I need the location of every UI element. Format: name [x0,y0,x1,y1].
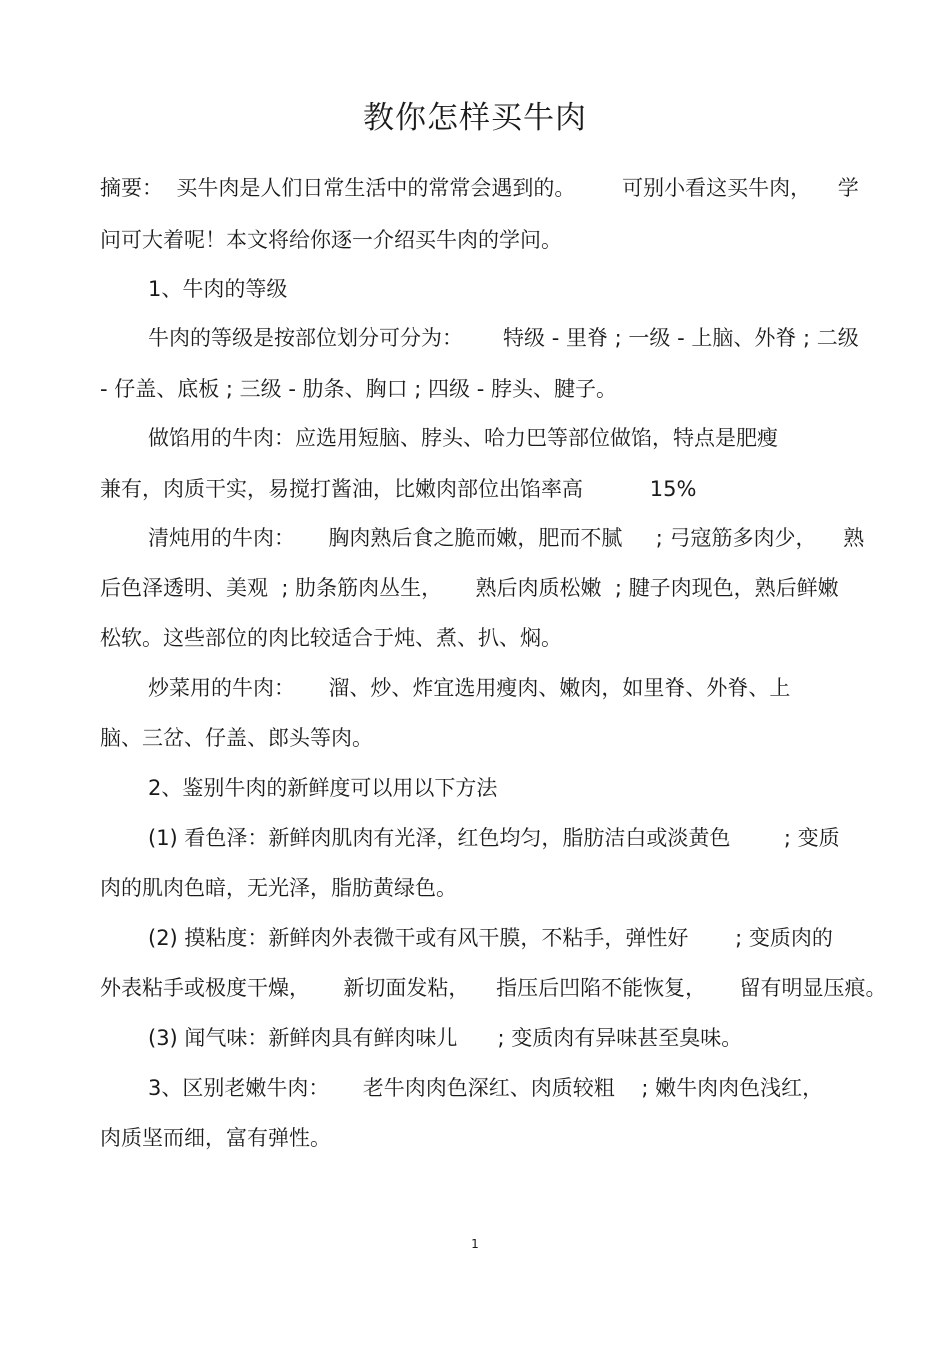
section-heading-freshness: 2、鉴别牛肉的新鲜度可以用以下方法 [148,776,498,800]
paragraph-line: 牛肉的等级是按部位划分可分为： 特级 - 里脊 ; 一级 - 上脑、外脊 ; 二级 [148,326,859,350]
paragraph-line: 清炖用的牛肉： 胸肉熟后食之脆而嫩，肥而不腻 ; 弓寇筋多肉少， 熟 [148,526,865,550]
abstract-line-2: 问可大着呢！本文将给你逐一介绍买牛肉的学问。 [100,228,562,252]
paragraph-line: 炒菜用的牛肉： 溜、炒、炸宜选用瘦肉、嫩肉，如里脊、外脊、上 [148,676,791,700]
paragraph-line: 后色泽透明、美观 ; 肋条筋肉丛生， 熟后肉质松嫩 ; 腱子肉现色，熟后鲜嫩 [100,576,839,600]
paragraph-line: (2) 摸粘度：新鲜肉外表微干或有风干膜，不粘手，弹性好 ; 变质肉的 [148,926,833,950]
paragraph-line: 肉质坚而细，富有弹性。 [100,1126,331,1150]
section-heading-grades: 1、牛肉的等级 [148,277,288,301]
paragraph-line: 松软。这些部位的肉比较适合于炖、煮、扒、焖。 [100,626,562,650]
page-number: 1 [471,1237,479,1251]
paragraph-line: 做馅用的牛肉：应选用短脑、脖头、哈力巴等部位做馅，特点是肥瘦 [148,426,778,450]
paragraph-line: (1) 看色泽：新鲜肉肌肉有光泽，红色均匀，脂肪洁白或淡黄色 ; 变质 [148,826,840,850]
paragraph-line: - 仔盖、底板 ; 三级 - 肋条、胸口 ; 四级 - 脖头、腱子。 [100,377,617,401]
paragraph-line: (3) 闻气味：新鲜肉具有鲜肉味儿 ; 变质肉有异味甚至臭味。 [148,1026,743,1050]
paragraph-line: 肉的肌肉色暗，无光泽，脂肪黄绿色。 [100,876,457,900]
section-heading-age: 3、区别老嫩牛肉： 老牛肉肉色深红、肉质较粗 ; 嫩牛肉肉色浅红， [148,1076,824,1100]
paragraph-line: 兼有，肉质干实，易搅打酱油，比嫩肉部位出馅率高 15% [100,477,697,501]
abstract-line-1: 摘要： 买牛肉是人们日常生活中的常常会遇到的。 可别小看这买牛肉， 学 [100,176,859,200]
document-title: 教你怎样买牛肉 [363,100,587,136]
paragraph-line: 外表粘手或极度干燥， 新切面发粘， 指压后凹陷不能恢复， 留有明显压痕。 [100,976,887,1000]
paragraph-line: 脑、三岔、仔盖、郎头等肉。 [100,726,373,750]
